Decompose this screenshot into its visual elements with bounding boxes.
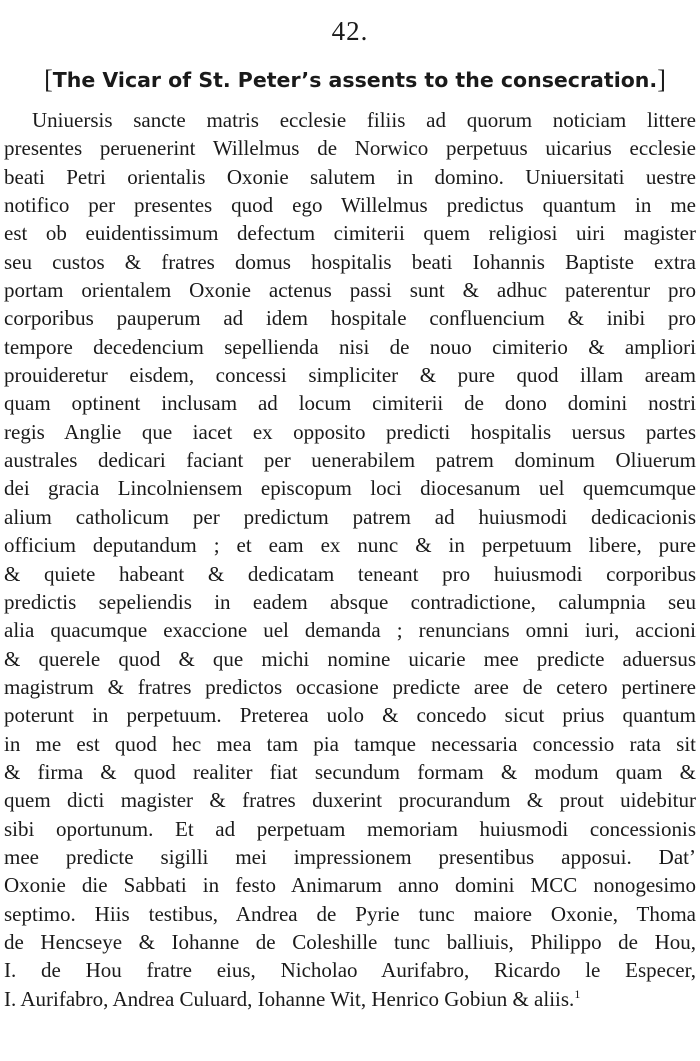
body-line: prouideretur eisdem, concessi simpliciter & pure quod illam aream <box>4 363 696 388</box>
body-line: Uniuersis sancte matris ecclesie filiis ad quorum noticiam littere <box>32 108 696 132</box>
body-line: est ob euidentissimum defectum cimiterii quem religiosi uiri magister <box>4 221 696 246</box>
body-line: & quiete habeant & dedicatam teneant pro huiusmodi corporibus <box>4 561 696 586</box>
body-line: magistrum & fratres predictos occasione predicte aree de cetero pertinere <box>4 674 696 699</box>
body-line: I. de Hou fratre eius, Nicholao Aurifabro, Ricardo le Especer, <box>4 958 696 983</box>
body-line: tempore decedencium sepellienda nisi de nouo cimiterio & ampliori <box>4 334 696 359</box>
body-line: quem dicti magister & fratres duxerint procurandum & prout uidebitur <box>4 788 696 813</box>
body-line: presentes peruenerint Willelmus de Norwico perpetuus uicarius ecclesie <box>4 136 696 161</box>
body-line: Oxonie die Sabbati in festo Animarum anno domini MCC nonogesimo <box>4 873 696 898</box>
body-line: portam orientalem Oxonie actenus passi sunt & adhuc paterentur pro <box>4 278 696 303</box>
document-heading <box>30 64 680 95</box>
heading-text: The Vicar of St. Peter’s assents to the consecration. <box>52 68 658 92</box>
body-line: regis Anglie que iacet ex opposito predicti hospitalis uersus partes <box>4 419 696 444</box>
body-line: mee predicte sigilli mei impressionem presentibus apposui. Dat’ <box>4 844 696 869</box>
body-line: de Hencseye & Iohanne de Coleshille tunc balliuis, Philippo de Hou, <box>4 929 696 954</box>
heading-open-bracket: [ <box>44 65 53 94</box>
page-number: 42. <box>331 16 369 46</box>
body-line: beati Petri orientalis Oxonie salutem in domino. Uniuersitati uestre <box>4 164 696 189</box>
heading-close-bracket: ] <box>657 65 666 94</box>
body-line: & firma & quod realiter fiat secundum formam & modum quam & <box>4 759 696 784</box>
body-line: in me est quod hec mea tam pia tamque necessaria concessio rata sit <box>4 731 696 756</box>
body-line: sibi oportunum. Et ad perpetuam memoriam huiusmodi concessionis <box>4 816 696 841</box>
body-line: septimo. Hiis testibus, Andrea de Pyrie tunc maiore Oxonie, Thoma <box>4 901 696 926</box>
charter-body <box>4 106 696 1013</box>
body-line: corporibus pauperum ad idem hospitale confluencium & inibi pro <box>4 306 696 331</box>
body-line: alium catholicum per predictum patrem ad huiusmodi dedicacionis <box>4 504 696 529</box>
body-line: seu custos & fratres domus hospitalis beati Iohannis Baptiste extra <box>4 249 696 274</box>
body-line: quam optinent inclusam ad locum cimiterii de dono domini nostri <box>4 391 696 416</box>
footnote-marker: 1 <box>574 986 581 1001</box>
body-line: predictis sepeliendis in eadem absque contradictione, calumpnia seu <box>4 589 696 614</box>
body-line-last-text: I. Aurifabro, Andrea Culuard, Iohanne Wit, Henrico Gobiun & aliis. <box>4 986 575 1011</box>
body-line: & querele quod & que michi nomine uicarie mee predicte aduersus <box>4 646 696 671</box>
body-line: alia quacumque exaccione uel demanda ; renuncians omni iuri, accioni <box>4 618 696 643</box>
body-line: dei gracia Lincolniensem episcopum loci diocesanum uel quemcumque <box>4 476 696 501</box>
body-line: australes dedicari faciant per uenerabilem patrem dominum Oliuerum <box>4 448 696 473</box>
body-line: poterunt in perpetuum. Preterea uolo & concedo sicut prius quantum <box>4 703 696 728</box>
body-line: officium deputandum ; et eam ex nunc & in perpetuum libere, pure <box>4 533 696 558</box>
body-line-last <box>4 985 696 1013</box>
body-line: notifico per presentes quod ego Willelmus predictus quantum in me <box>4 193 696 218</box>
